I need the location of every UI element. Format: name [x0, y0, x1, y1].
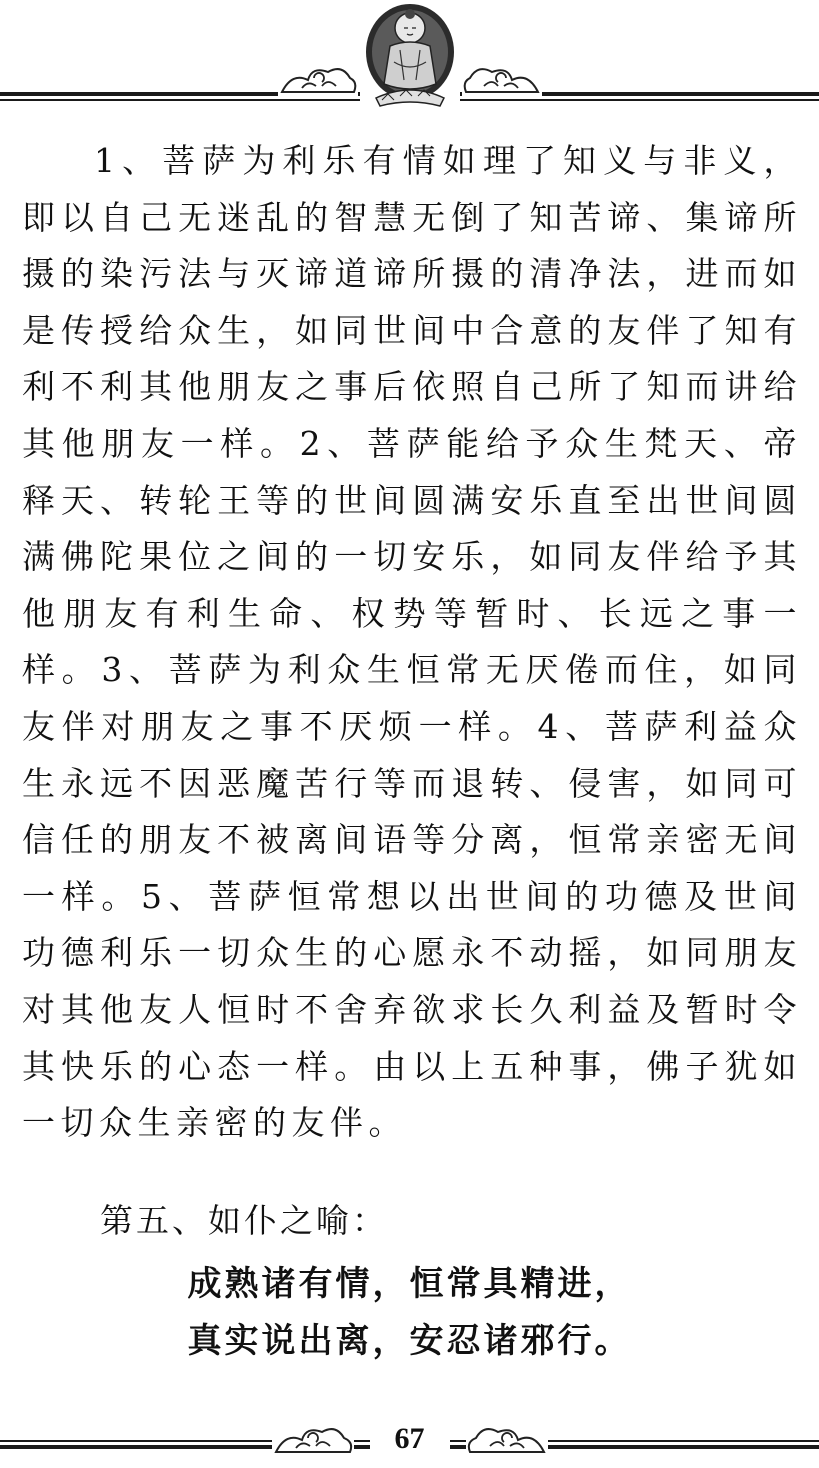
cloud-ornament-icon — [278, 62, 358, 98]
main-paragraph: 1、菩萨为利乐有情如理了知义与非义，即以自己无迷乱的智慧无倒了知苦谛、集谛所摄的染污法与灭谛道谛所摄的清净法，进而如是传授给众生，如同世间中合意的友伴了知有利不利其他朋友之事后依照自己所了知而讲给其他朋友一样。2、菩萨能给予众生梵天、帝释天、转轮王等的世间圆满安乐直至出世间圆满佛陀果位之间的一切安乐，如同友伴给予其他朋友有利生命、权势等暂时、长远之事一样。3、菩萨为利众生恒常无厌倦而住，如同友伴对朋友之事不厌烦一样。4、菩萨利益众生永远不因恶魔苦行等而退转、侵害，如同可信任的朋友不被离间语等分离，恒常亲密无间一样。5、菩萨恒常想以出世间的功德及世间功德利乐一切众生的心愿永不动摇，如同朋友对其他友人恒时不舍弃欲求长久利益及暂时令其快乐的心态一样。由以上五种事，佛子犹如一切众生亲密的友伴。 — [22, 141, 802, 1143]
cloud-ornament-icon — [462, 62, 542, 98]
verse-line-2: 真实说出离，安忍诸邪行。 — [187, 1321, 632, 1361]
page-header — [0, 0, 819, 115]
verse-intro: 第五、如仆之喻： — [100, 1201, 388, 1240]
verse-line-1: 成熟诸有情，恒常具精进， — [187, 1264, 632, 1304]
buddha-emblem-icon — [360, 2, 460, 112]
page-number: 67 — [394, 1422, 425, 1455]
